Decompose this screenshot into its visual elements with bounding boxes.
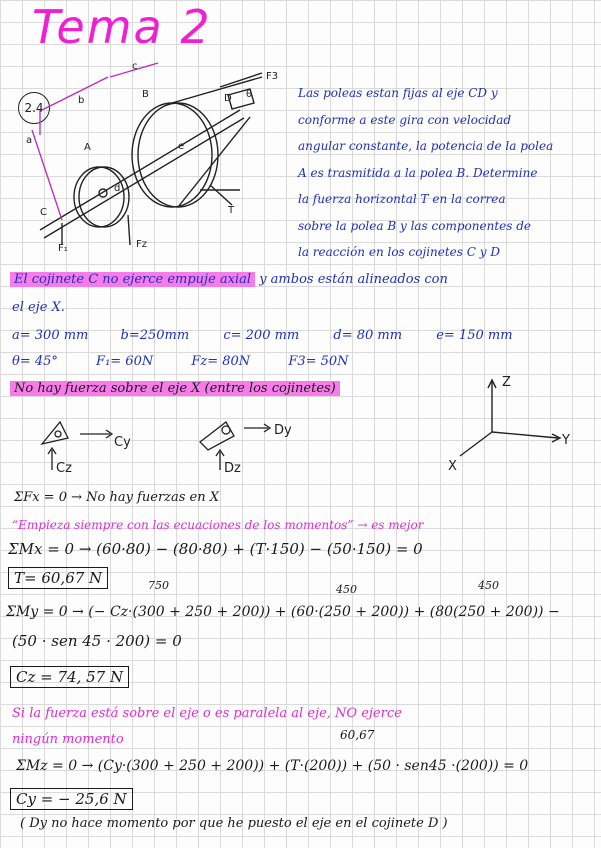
sum-mz-equation: ΣMz = 0 → (Cy·(300 + 250 + 200)) + (T·(200)) + (50 · sen45 ·(200)) = 0 <box>16 758 529 774</box>
label-cz: Cz <box>56 461 72 476</box>
givens-row-1 <box>12 328 513 343</box>
label-c-top: c <box>132 61 138 72</box>
label-e: e <box>178 141 185 152</box>
given-c: c= 200 mm <box>223 328 300 343</box>
sum-my-equation-line1: ΣMy = 0 → (− Cz·(300 + 250 + 200)) + (60·(250 + 200)) + (80(250 + 200)) − <box>6 604 560 620</box>
label-a: a <box>26 135 33 146</box>
axis-x-label: X <box>448 459 457 474</box>
givens-row-2 <box>12 354 349 369</box>
given-f3: F3= 50N <box>288 354 349 369</box>
label-dz: Dz <box>224 461 241 476</box>
label-d: d <box>114 183 121 194</box>
force-note-line1: Si la fuerza está sobre el eje o es paralela al eje, NO ejerce <box>12 706 402 721</box>
axis-y-label: Y <box>562 433 570 448</box>
support-sketches <box>30 410 350 490</box>
label-T: T <box>228 205 235 216</box>
bearing-d-sketch <box>200 422 234 450</box>
statement-line: conforme a este gira con velocidad <box>298 112 512 127</box>
label-F1: F₁ <box>58 243 68 254</box>
no-axial-force-text: No hay fuerza sobre el eje X (entre los cojinetes) <box>10 381 340 396</box>
result-cy: Cy = − 25,6 N <box>10 788 133 810</box>
given-f2: Fz= 80N <box>191 354 251 369</box>
given-e: e= 150 mm <box>436 328 513 343</box>
sum-my-equation-line2: (50 · sen 45 · 200) = 0 <box>12 632 182 650</box>
shaft-pulley-diagram <box>0 55 285 255</box>
label-B: B <box>142 89 149 100</box>
statement-line: angular constante, la potencia de la polea <box>298 139 554 153</box>
my-overbrace-1: 750 <box>148 579 169 592</box>
my-overbrace-3: 450 <box>478 579 499 592</box>
coordinate-axes <box>440 370 590 480</box>
result-cz: Cz = 74, 57 N <box>10 666 129 688</box>
label-F2: Fz <box>136 239 148 250</box>
axial-note-rest: y ambos están alineados con <box>259 272 448 287</box>
force-note-line2: ningún momento <box>12 732 124 747</box>
label-C: C <box>40 207 47 218</box>
given-b: b=250mm <box>120 328 190 343</box>
label-b: b <box>78 95 85 106</box>
sum-mx-equation: ΣMx = 0 → (60·80) − (80·80) + (T·150) − (50·150) = 0 <box>8 540 423 558</box>
given-a: a= 300 mm <box>12 328 89 343</box>
label-dy: Dy <box>274 423 292 438</box>
label-F3: F3 <box>266 71 279 82</box>
statement-line: A es trasmitida a la polea B. Determine <box>298 165 538 180</box>
label-D: D <box>224 93 232 104</box>
axis-z-label: Z <box>502 375 511 390</box>
label-cy: Cy <box>114 435 131 450</box>
result-t: T= 60,67 N <box>8 567 108 589</box>
statement-line: Las poleas estan fijas al eje CD y <box>298 86 498 100</box>
pulley-b <box>138 103 218 207</box>
given-theta: θ= 45° <box>12 354 58 369</box>
mz-annotation: 60,67 <box>340 728 375 742</box>
problem-statement <box>298 80 553 266</box>
problem-number-badge: 2.4 <box>18 92 50 124</box>
axial-note-line2: el eje X. <box>12 300 65 315</box>
page-title: Tema 2 <box>32 0 212 54</box>
label-A: A <box>84 142 91 153</box>
moments-tip: “Empieza siempre con las ecuaciones de los momentos” → es mejor <box>12 518 424 532</box>
sum-fx-equation: ΣFx = 0 → No hay fuerzas en X <box>14 490 220 505</box>
statement-line: sobre la polea B y las componentes de <box>298 218 531 233</box>
axial-note <box>10 272 448 287</box>
statement-line: la fuerza horizontal T en la correa <box>298 192 506 206</box>
axial-note-highlight: El cojinete C no ejerce empuje axial <box>10 272 255 287</box>
given-d: d= 80 mm <box>333 328 403 343</box>
my-overbrace-2: 450 <box>336 583 357 596</box>
statement-line: la reacción en los cojinetes C y D <box>298 245 500 259</box>
no-axial-force-note <box>10 381 340 396</box>
final-note: ( Dy no hace momento por que he puesto el eje en el cojinete D ) <box>20 816 448 831</box>
label-theta: θ <box>246 89 253 100</box>
given-f1: F₁= 60N <box>96 354 154 369</box>
